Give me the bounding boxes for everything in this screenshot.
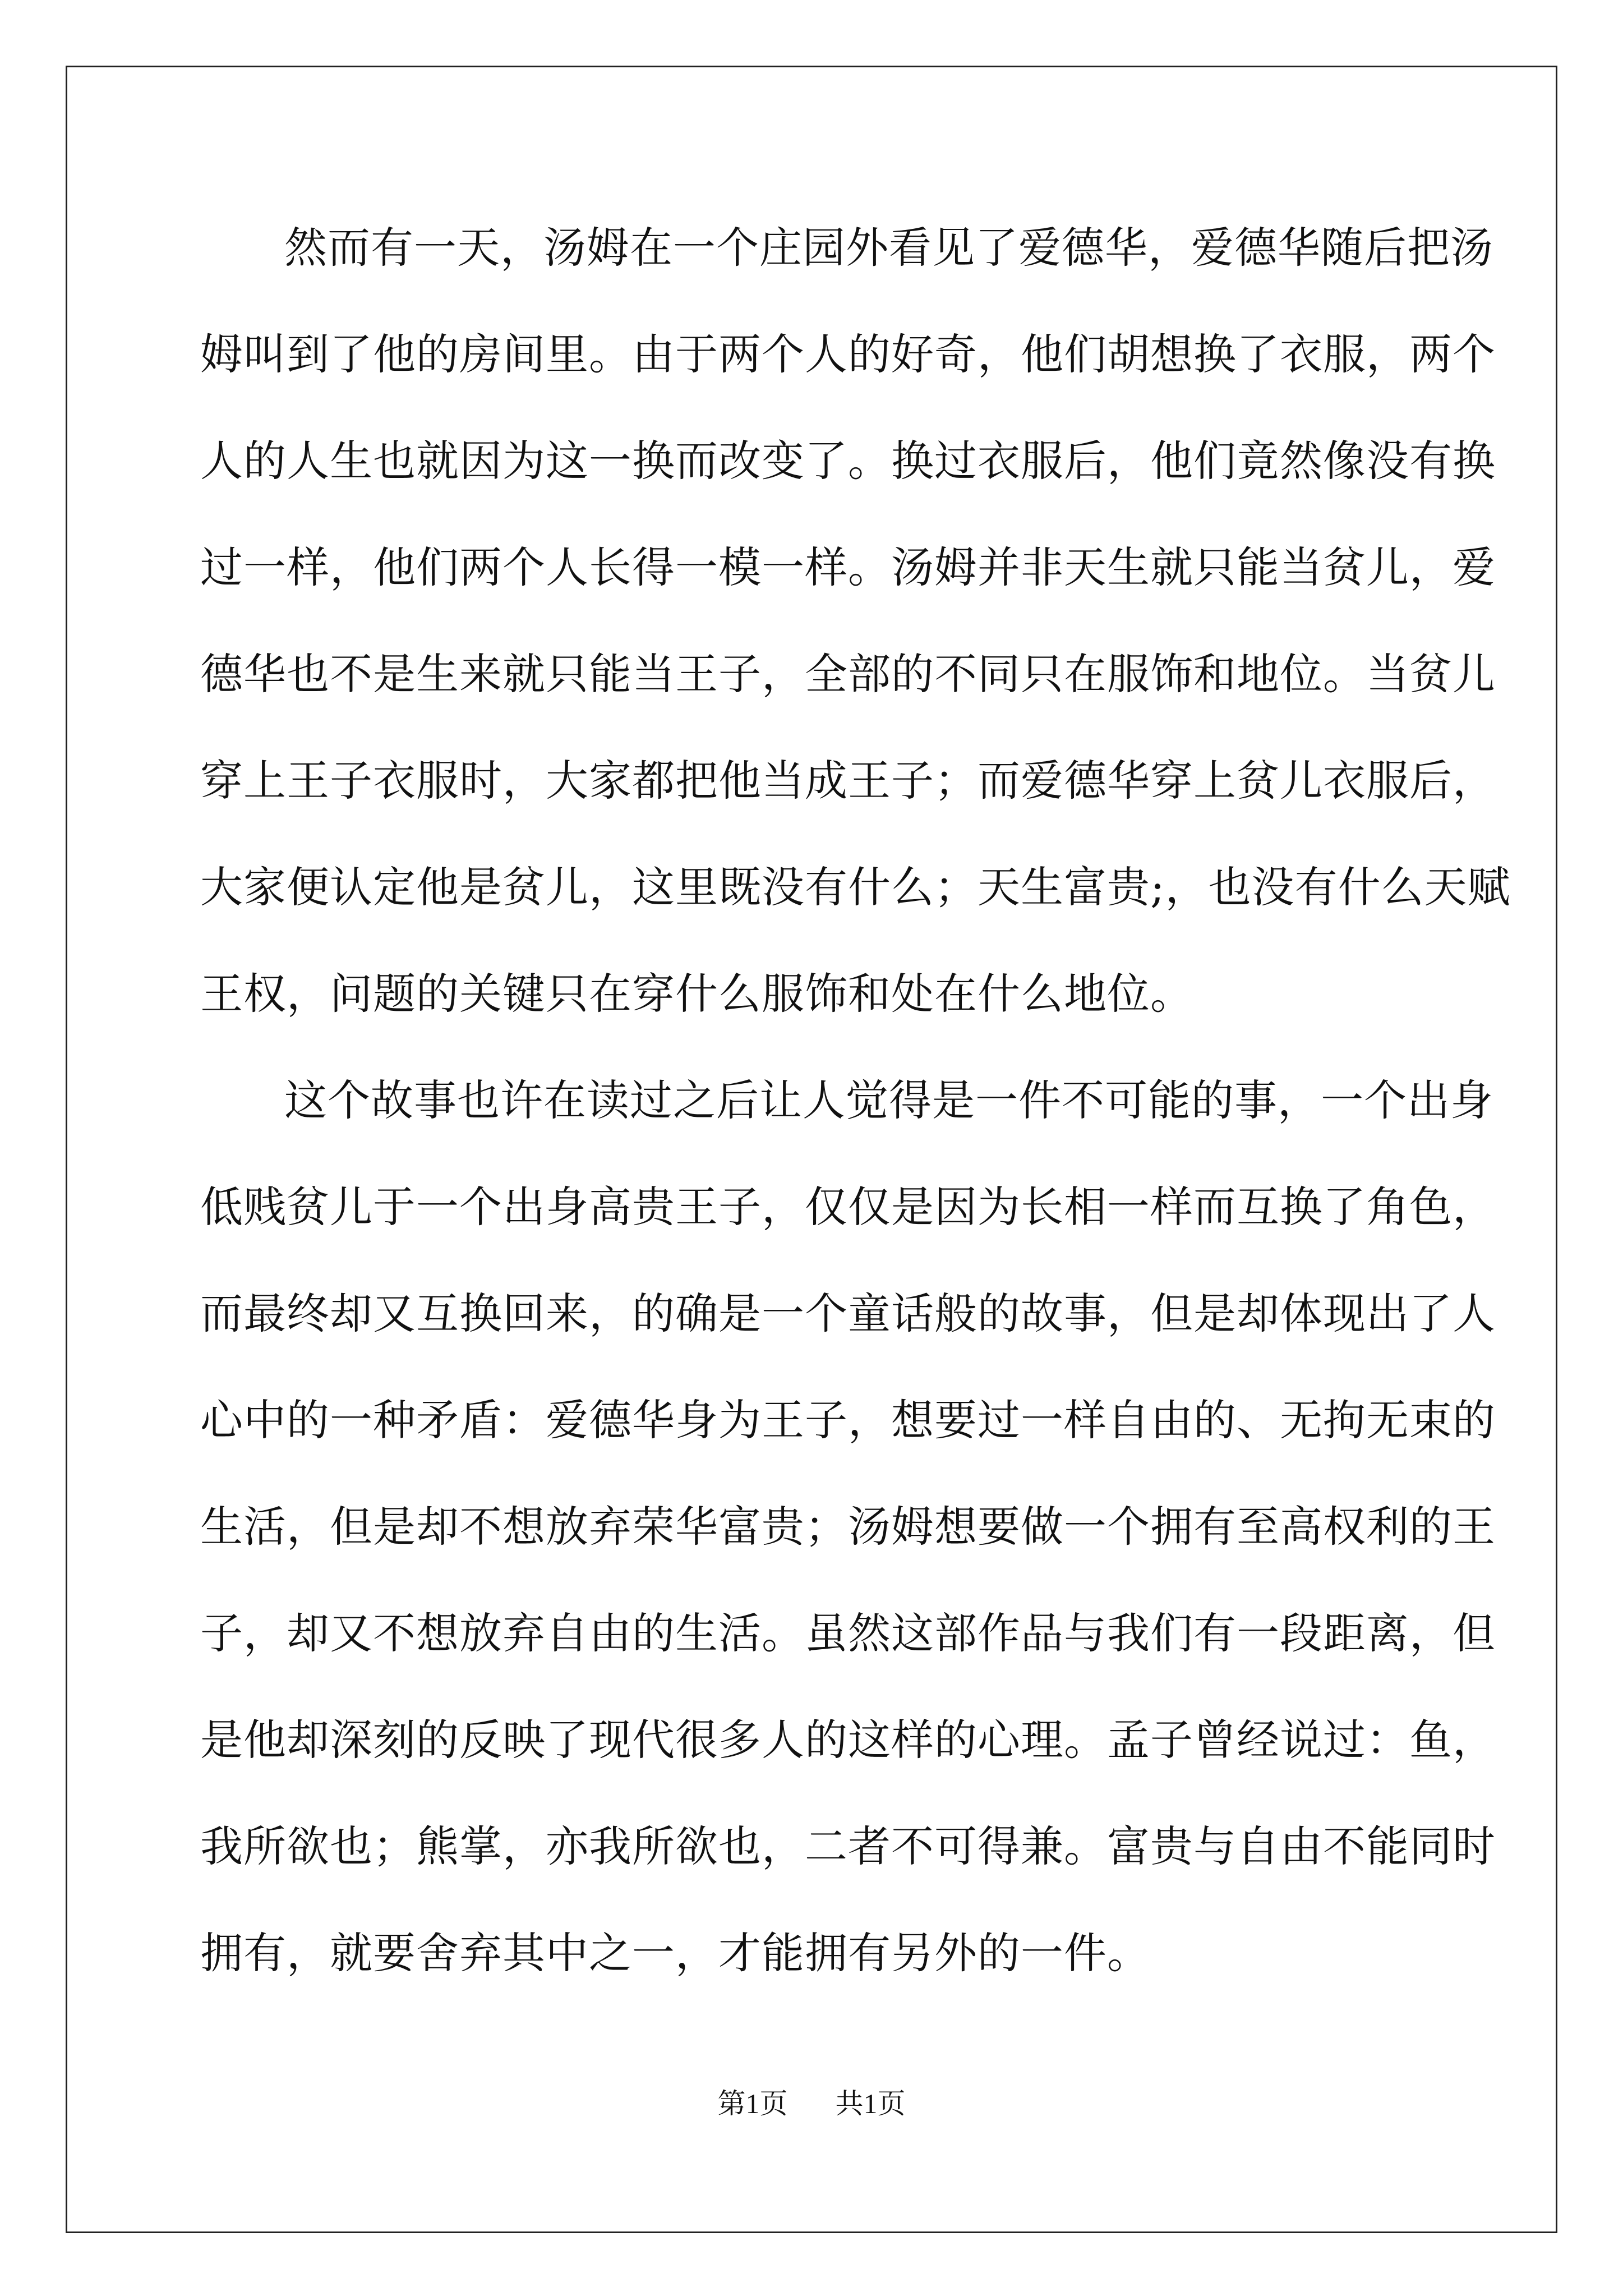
text-line: 低贱贫儿于一个出身高贵王子，仅仅是因为长相一样而互换了角色， (200, 1182, 1496, 1232)
text-line: 子，却又不想放弃自由的生活。虽然这部作品与我们有一段距离，但 (200, 1608, 1496, 1658)
text-line: 生活，但是却不想放弃荣华富贵；汤姆想要做一个拥有至高权利的王 (200, 1502, 1496, 1552)
page-footer (0, 2081, 1623, 2122)
text-line: 这个故事也许在读过之后让人觉得是一件不可能的事，一个出身 (284, 1075, 1493, 1125)
text-line: 大家便认定他是贫儿，这里既没有什么；天生富贵;，也没有什么天赋 (200, 862, 1511, 912)
text-line: 王权，问题的关键只在穿什么服饰和处在什么地位。 (200, 969, 1193, 1019)
text-line: 过一样，他们两个人长得一模一样。汤姆并非天生就只能当贫儿，爱 (200, 542, 1496, 592)
document-body (200, 218, 1511, 2030)
text-line: 姆叫到了他的房间里。由于两个人的好奇，他们胡想换了衣服，两个 (200, 329, 1496, 379)
text-line: 拥有，就要舍弃其中之一，才能拥有另外的一件。 (200, 1928, 1150, 1978)
page-number: 第1页 (717, 2088, 788, 2119)
page-total: 共1页 (835, 2088, 906, 2119)
text-line: 穿上王子衣服时，大家都把他当成王子；而爱德华穿上贫儿衣服后， (200, 756, 1496, 806)
text-line: 然而有一天，汤姆在一个庄园外看见了爱德华，爱德华随后把汤 (284, 223, 1493, 273)
text-line: 德华也不是生来就只能当王子，全部的不同只在服饰和地位。当贫儿 (200, 649, 1496, 699)
paragraph-1 (200, 218, 1511, 1070)
text-line: 而最终却又互换回来，的确是一个童话般的故事，但是却体现出了人 (200, 1289, 1496, 1338)
paragraph-2 (200, 1070, 1496, 2030)
text-line: 我所欲也；熊掌，亦我所欲也，二者不可得兼。富贵与自由不能同时 (200, 1821, 1496, 1871)
text-line: 是他却深刻的反映了现代很多人的这样的心理。孟子曾经说过：鱼， (200, 1715, 1496, 1765)
text-line: 心中的一种矛盾：爱德华身为王子，想要过一样自由的、无拘无束的 (200, 1395, 1496, 1445)
text-line: 人的人生也就因为这一换而改变了。换过衣服后，他们竟然像没有换 (200, 436, 1496, 486)
